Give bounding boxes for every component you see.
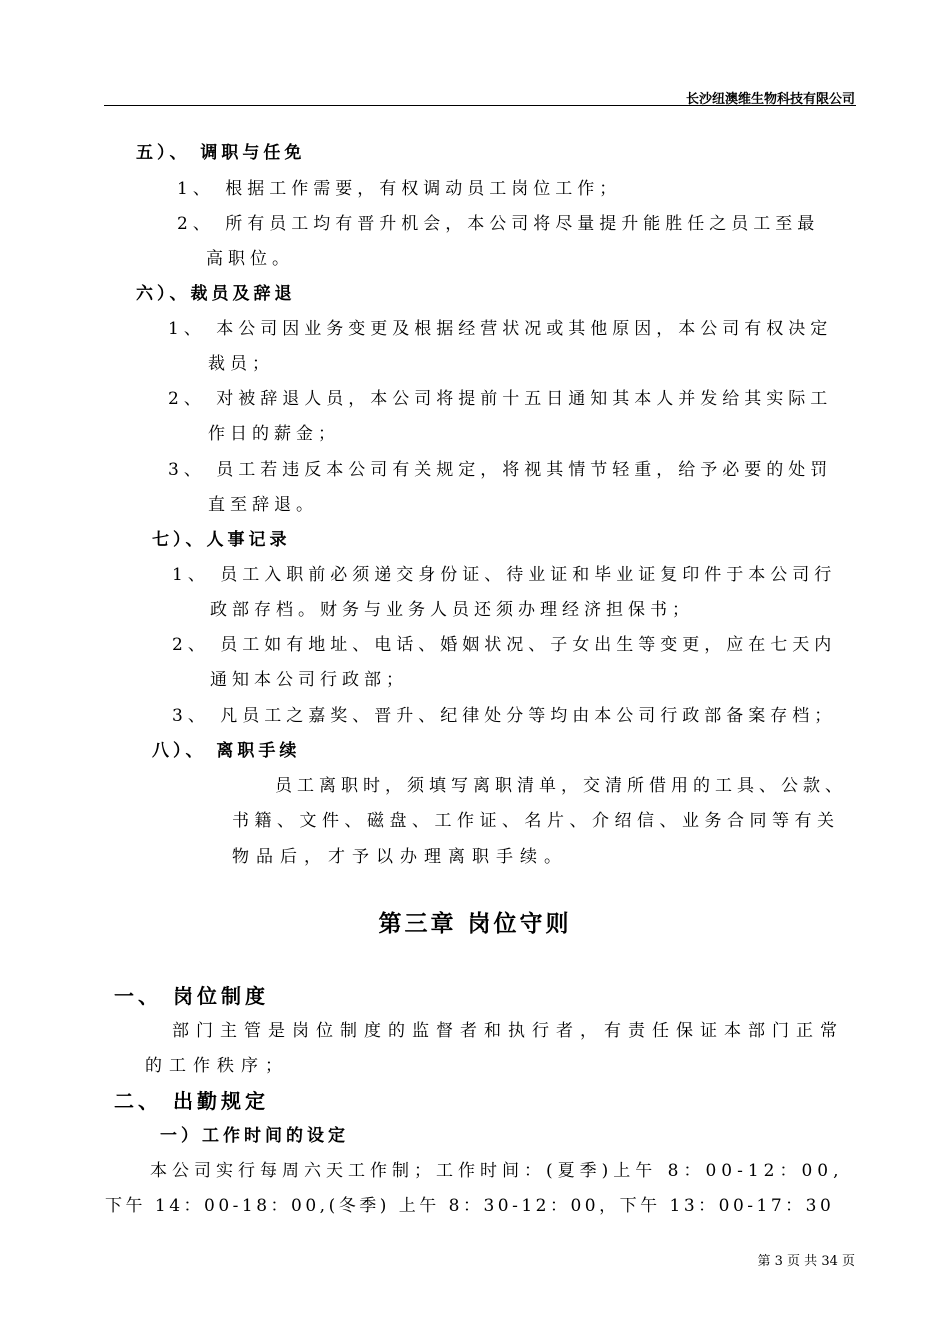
section-6-title: 六）、裁员及辞退 (136, 284, 296, 304)
section-6-item-3-line-2: 直至辞退。 (208, 495, 318, 515)
section-6-item-3-line-1: 3、 员工若违反本公司有关规定，将视其情节轻重，给予必要的处罚 (168, 460, 833, 480)
header-company-name: 长沙纽澳维生物科技有限公司 (685, 92, 855, 107)
section-8-paragraph-line-3: 物品后，才予以办理离职手续。 (232, 847, 568, 867)
working-hours-line-2: 下午 14：00-18：00,(冬季) 上午 8：30-12：00，下午 13：00-17：30 (105, 1196, 835, 1216)
header-rule (104, 105, 856, 106)
working-hours-line-1: 本公司实行每周六天工作制；工作时间：(夏季)上午 8：00-12：00, (150, 1161, 844, 1181)
section-7-item-3: 3、 凡员工之嘉奖、晋升、纪律处分等均由本公司行政部备案存档； (172, 706, 837, 726)
chapter-section-1-line-1: 部门主管是岗位制度的监督者和执行者，有责任保证本部门正常 (172, 1021, 844, 1041)
section-5-item-2-line-2: 高职位。 (206, 249, 294, 269)
section-5-item-2-line-1: 2、 所有员工均有晋升机会，本公司将尽量提升能胜任之员工至最 (177, 214, 820, 234)
section-7-item-2-line-1: 2、 员工如有地址、电话、婚姻状况、子女出生等变更，应在七天内 (172, 635, 837, 655)
section-6-item-1-line-2: 裁员； (208, 354, 274, 374)
section-8-title: 八）、 离职手续 (152, 741, 301, 761)
section-6-item-2-line-2: 作日的薪金； (208, 424, 340, 444)
section-5-item-1: 1、 根据工作需要，有权调动员工岗位工作； (177, 179, 622, 199)
section-6-item-1-line-1: 1、 本公司因业务变更及根据经营状况或其他原因，本公司有权决定 (168, 319, 833, 339)
chapter-section-2-title: 二、 出勤规定 (114, 1089, 269, 1113)
chapter-section-1-title: 一、 岗位制度 (114, 984, 269, 1008)
section-8-paragraph-line-2: 书籍、文件、磁盘、工作证、名片、介绍信、业务合同等有关 (232, 811, 840, 831)
section-8-paragraph-line-1: 员工离职时，须填写离职清单，交清所借用的工具、公款、 (275, 776, 847, 796)
section-5-title: 五）、 调职与任免 (136, 143, 306, 163)
working-hours-subtitle: 一）工作时间的设定 (160, 1126, 349, 1146)
section-7-title: 七）、人事记录 (152, 530, 291, 550)
section-7-item-2-line-2: 通知本公司行政部； (210, 670, 408, 690)
chapter-section-1-line-2: 的工作秩序； (145, 1056, 289, 1076)
chapter-title: 第三章 岗位守则 (378, 911, 572, 937)
section-7-item-1-line-1: 1、 员工入职前必须递交身份证、待业证和毕业证复印件于本公司行 (172, 565, 837, 585)
page-number: 第 3 页 共 34 页 (757, 1254, 855, 1269)
section-6-item-2-line-1: 2、 对被辞退人员，本公司将提前十五日通知其本人并发给其实际工 (168, 389, 833, 409)
section-7-item-1-line-2: 政部存档。财务与业务人员还须办理经济担保书； (210, 600, 694, 620)
